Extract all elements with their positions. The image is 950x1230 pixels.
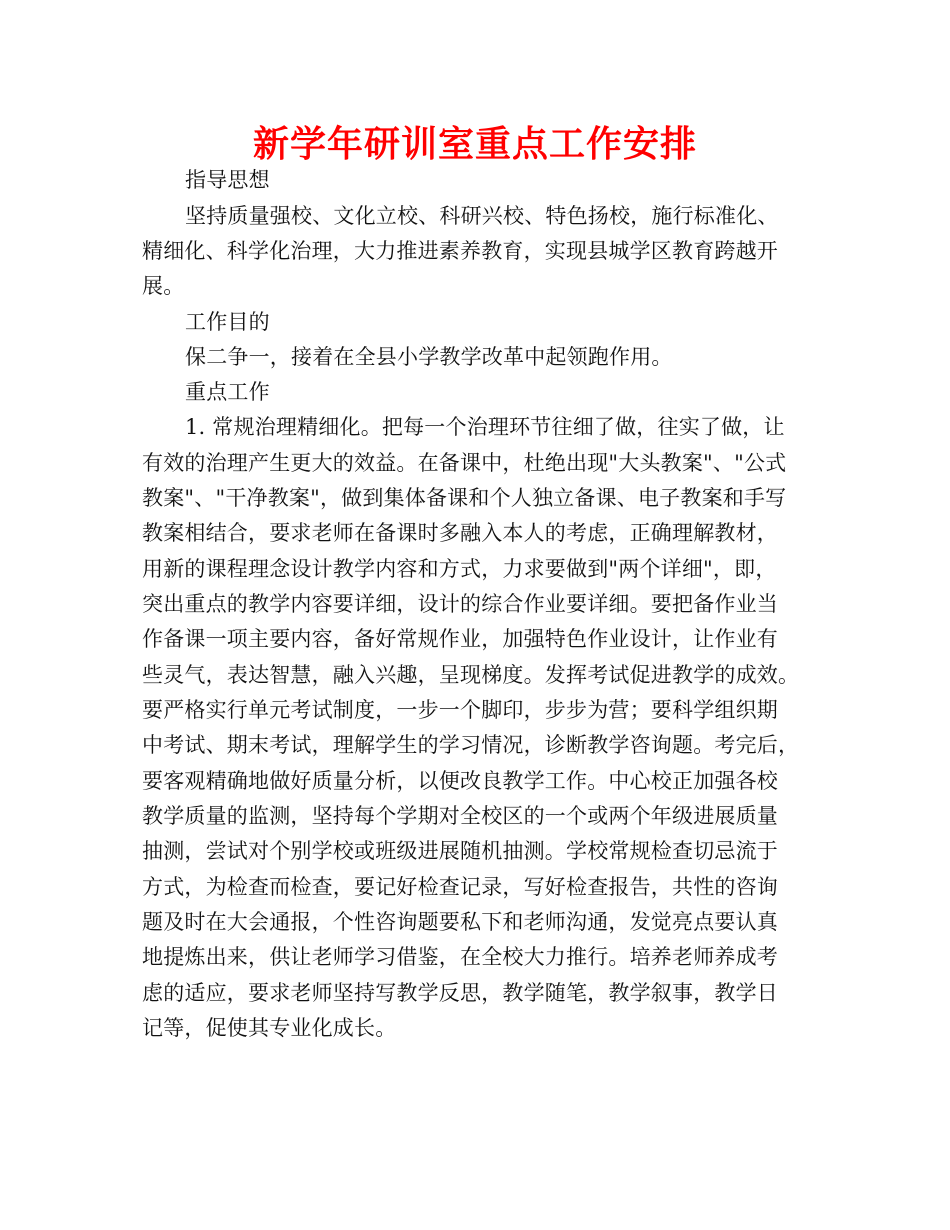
paragraph-line: 虑的适应，要求老师坚持写教学反思，教学随笔，教学叙事，教学日 (142, 981, 778, 1005)
paragraph-line: 抽测，尝试对个别学校或班级进展随机抽测。学校常规检查切忌流于 (142, 839, 778, 863)
paragraph-line: 保二争一，接着在全县小学教学改革中起领跑作用。 (185, 345, 673, 369)
paragraph-line: 些灵气，表达智慧，融入兴趣，呈现梯度。发挥考试促进教学的成效。 (142, 663, 800, 687)
paragraph-line: 教学质量的监测，坚持每个学期对全校区的一个或两个年级进展质量 (142, 804, 778, 828)
paragraph-line: 教案相结合，要求老师在备课时多融入本人的考虑，正确理解教材， (142, 521, 778, 545)
paragraph-line: 用新的课程理念设计教学内容和方式，力求要做到"两个详细"，即， (142, 557, 777, 581)
paragraph-line: 突出重点的教学内容要详细，设计的综合作业要详细。要把备作业当 (142, 592, 778, 616)
paragraph-line: 方式，为检查而检查，要记好检查记录，写好检查报告，共性的咨询 (142, 875, 778, 899)
paragraph-line: 题及时在大会通报，个性咨询题要私下和老师沟通，发觉亮点要认真 (142, 910, 778, 934)
paragraph-line: 精细化、科学化治理，大力推进素养教育，实现县城学区教育跨越开 (142, 239, 778, 263)
paragraph-line: 有效的治理产生更大的效益。在备课中，杜绝出现"大头教案"、"公式 (142, 451, 787, 475)
paragraph-line: 中考试、期末考试，理解学生的学习情况，诊断教学咨询题。考完后， (142, 733, 800, 757)
section-heading-goal: 工作目的 (185, 310, 270, 334)
paragraph-line: 1. 常规治理精细化。把每一个治理环节往细了做，往实了做，让 (185, 415, 785, 439)
paragraph-line: 教案"、"干净教案"，做到集体备课和个人独立备课、电子教案和手写 (142, 486, 787, 510)
section-heading-key-work: 重点工作 (185, 380, 270, 404)
paragraph-line: 展。 (142, 274, 185, 298)
paragraph-line: 记等，促使其专业化成长。 (142, 1016, 397, 1040)
paragraph-line: 坚持质量强校、文化立校、科研兴校、特色扬校，施行标准化、 (185, 204, 779, 228)
paragraph-line: 要严格实行单元考试制度，一步一个脚印，步步为营；要科学组织期 (142, 698, 778, 722)
document-title: 新学年研训室重点工作安排 (252, 124, 697, 165)
section-heading-guiding-thought: 指导思想 (185, 168, 270, 192)
paragraph-line: 要客观精确地做好质量分析，以便改良教学工作。中心校正加强各校 (142, 769, 778, 793)
paragraph-line: 作备课一项主要内容，备好常规作业，加强特色作业设计，让作业有 (142, 627, 778, 651)
paragraph-line: 地提炼出来，供让老师学习借鉴，在全校大力推行。培养老师养成考 (142, 945, 778, 969)
